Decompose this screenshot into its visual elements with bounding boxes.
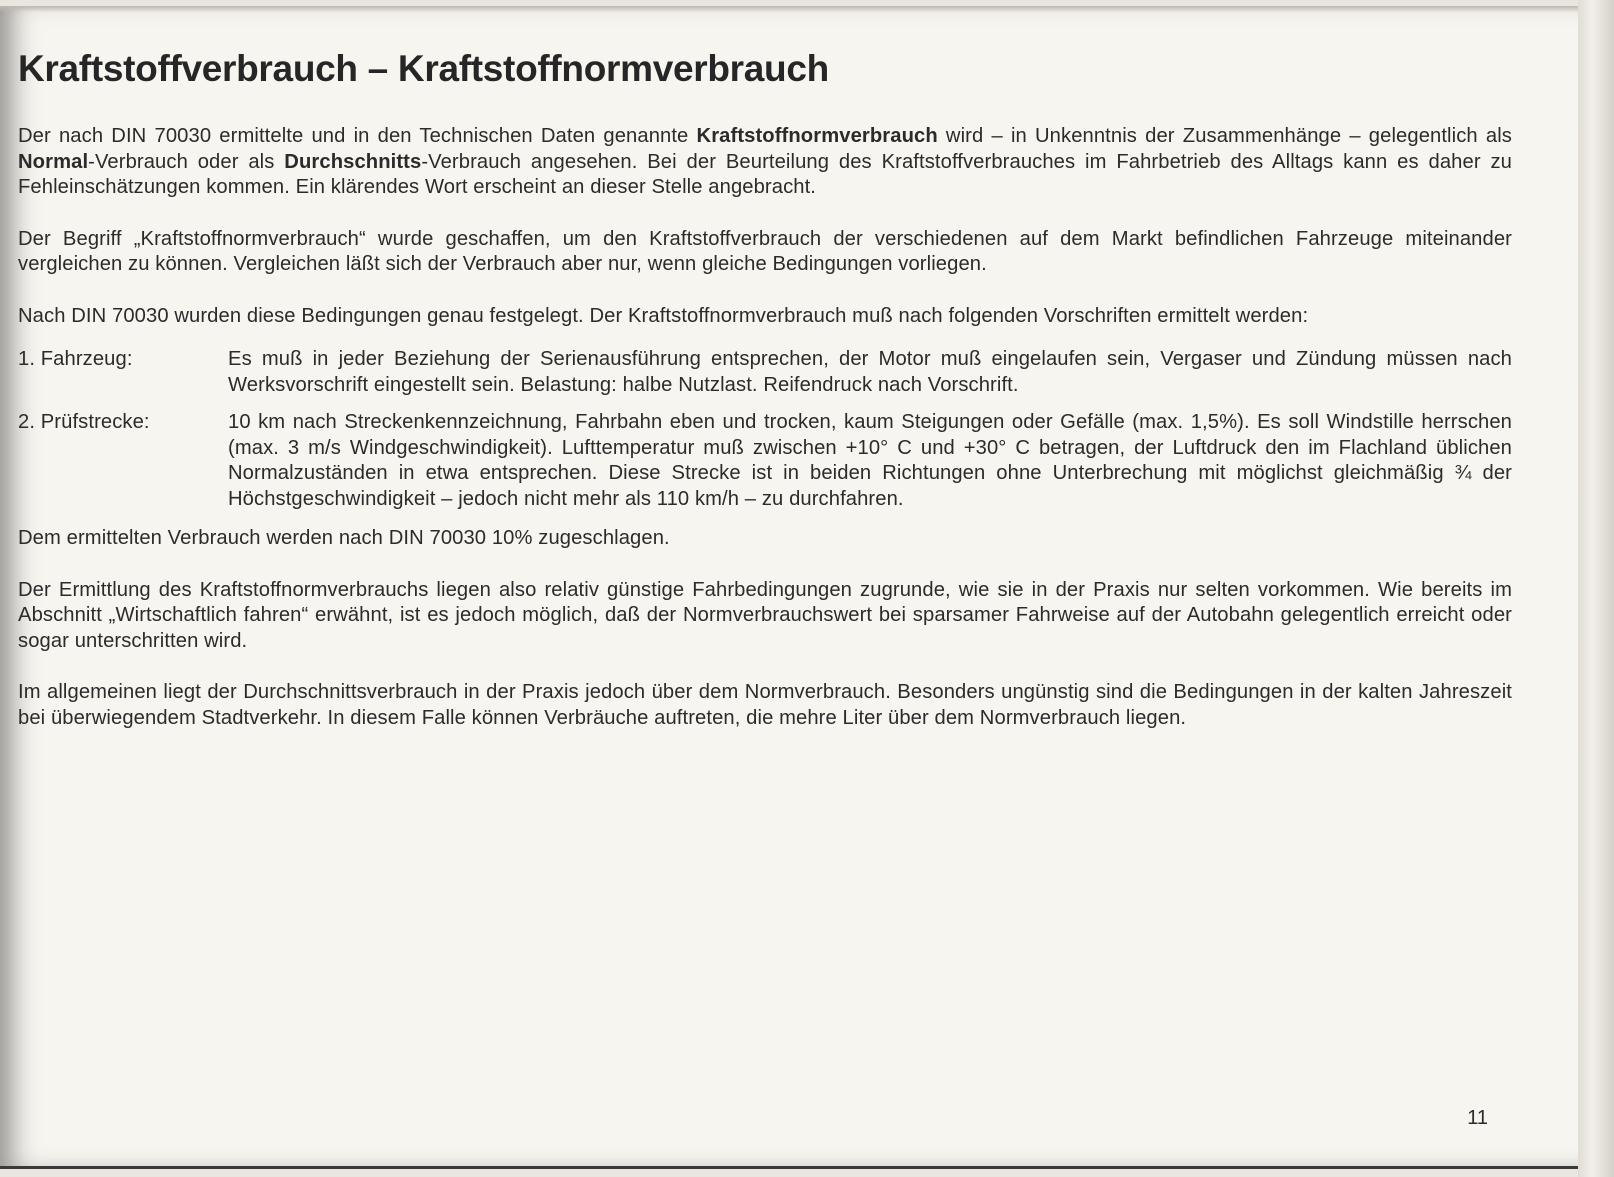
intro-bold-normal: Normal: [18, 150, 89, 173]
page-body: [18, 124, 1512, 757]
page-edge: [1578, 0, 1614, 1177]
intro-text-3: -Verbrauch oder als: [88, 150, 285, 173]
intro-bold-durchschnitts: Durchschnitts: [284, 150, 422, 173]
din-paragraph: Nach DIN 70030 wurden diese Bedingungen genau festgelegt. Der Kraftstoffnormverbrauch muß nach folgenden Vorschriften ermittelt werden:: [18, 304, 1309, 327]
conditions-list: [18, 347, 1512, 512]
intro-text-1: Der nach DIN 70030 ermittelte und in den Technischen Daten genannte: [18, 125, 697, 147]
condition-term: 1. Fahrzeug:: [18, 348, 133, 370]
intro-bold-normverbrauch: Kraftstoffnormverbrauch: [696, 125, 938, 147]
intro-text-2: wird – in Unkenntnis der Zusammenhänge – gelegentlich als: [937, 125, 1512, 147]
surcharge-paragraph: Dem ermittelten Verbrauch werden nach DIN 70030 10% zugeschlagen.: [18, 527, 670, 549]
page-number: 11: [1467, 1107, 1488, 1129]
condition-description: 10 km nach Streckenkennzeichnung, Fahrbahn eben und trocken, kaum Steigungen oder Gefälle (max. 1,5%). Es soll Windstille herrschen (max. 3 m/s Windgeschwindigkeit). Lufttemperatur muß zwischen +10° C und +30° C betragen, der Luftdruck den im Flachland üblichen Normalzuständen in etwa entsprechen. Diese Strecke ist in beiden Richtungen ohne Unterbrechung mit möglichst gleichmäßig ¾ der Höchstgeschwindigkeit – jedoch nicht mehr als 110 km/h – zu durchfahren.: [228, 411, 1512, 510]
conditions-paragraph: Der Ermittlung des Kraftstoffnormverbrauchs liegen also relativ günstige Fahrbedingungen zugrunde, wie sie in der Praxis nur selten vorkommen. Wie bereits im Abschnitt „Wirtschaftlich fahren“ erwähnt, ist es jedoch möglich, daß der Normverbrauchswert bei sparsamer Fahrweise auf der Autobahn gelegentlich erreicht oder sogar unterschritten wird.: [18, 578, 1512, 652]
book-page: [0, 6, 1580, 1169]
condition-item: [18, 347, 1512, 398]
definition-paragraph: Der Begriff „Kraftstoffnormverbrauch“ wurde geschaffen, um den Kraftstoffverbrauch der verschiedenen auf dem Markt befindlichen Fahrzeuge miteinander vergleichen zu können. Vergleichen läßt sich der Verbrauch aber nur, wenn gleiche Bedingungen vorliegen.: [18, 227, 1512, 275]
page-title: Kraftstoffverbrauch – Kraftstoffnormverbrauch: [18, 48, 829, 89]
intro-paragraph: [18, 124, 1512, 201]
condition-term: 2. Prüfstrecke:: [18, 411, 150, 433]
average-consumption-paragraph: Im allgemeinen liegt der Durchschnittsverbrauch in der Praxis jedoch über dem Normverbrauch. Besonders ungünstig sind die Bedingungen in der kalten Jahreszeit bei überwiegendem Stadtverkehr. In diesem Falle können Verbräuche auftreten, die mehre Liter über dem Normverbrauch liegen.: [18, 681, 1512, 729]
condition-description: Es muß in jeder Beziehung der Serienausführung entsprechen, der Motor muß eingelaufen sein, Vergaser und Zündung müssen nach Werksvorschrift eingestellt sein. Belastung: halbe Nutzlast. Reifendruck nach Vorschrift.: [228, 348, 1512, 396]
condition-item: [18, 410, 1512, 512]
intro-text-4: -Verbrauch angesehen. Bei der Beurteilung des Kraftstoffverbrauches im Fahrbetrieb des Alltags kann es daher zu Fehleinschätzungen kommen. Ein klärendes Wort erscheint an dieser Stelle angebracht.: [18, 150, 1512, 198]
